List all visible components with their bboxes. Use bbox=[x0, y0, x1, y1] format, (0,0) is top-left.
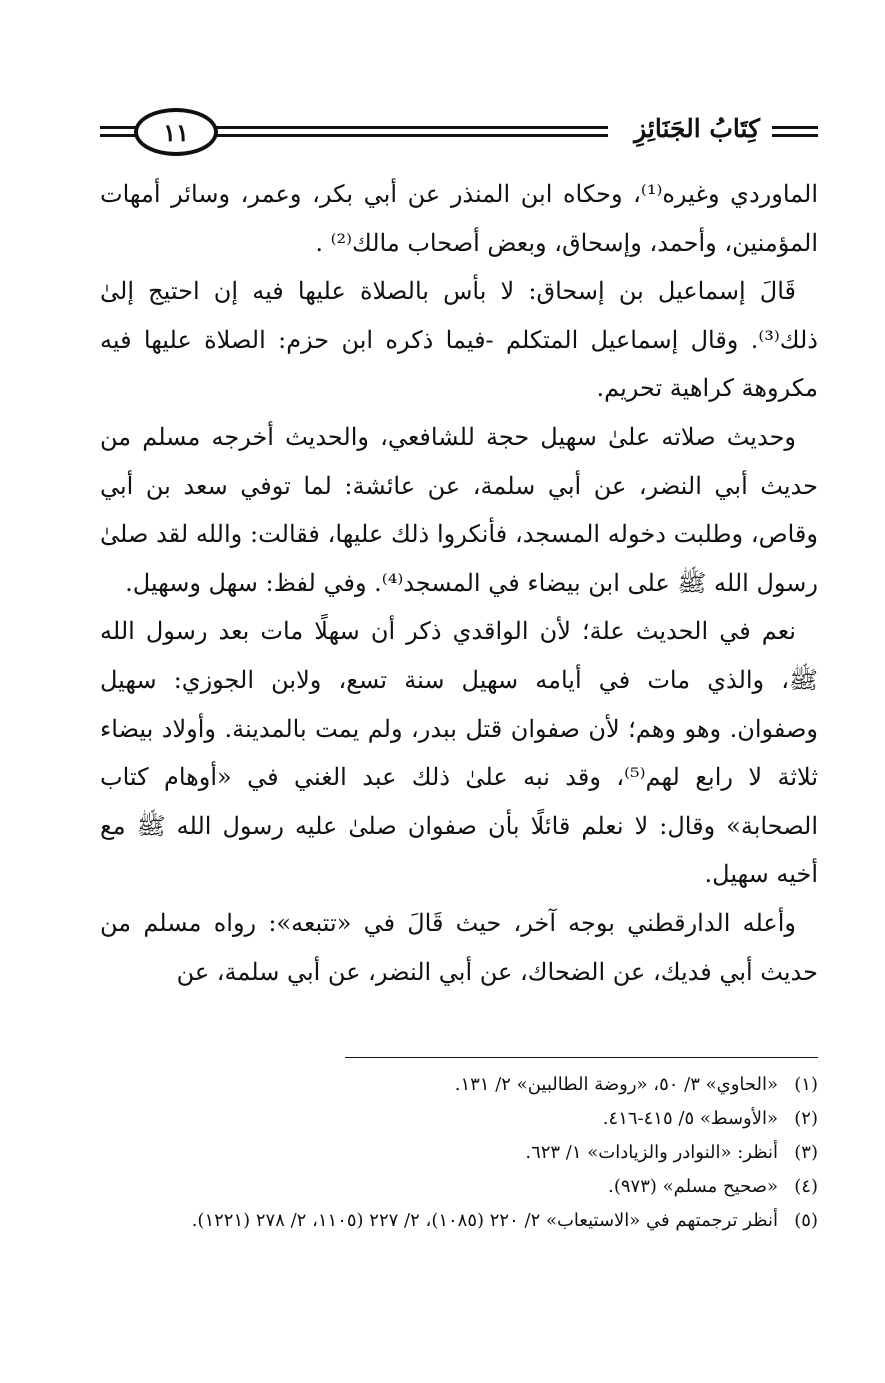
paragraph: الماوردي وغيره⁽¹⁾، وحكاه ابن المنذر عن أبي بكر، وعمر، وسائر أمهات المؤمنين، وأحمد، وإسحاق، وبعض أصحاب مالك⁽²⁾ . bbox=[100, 180, 818, 257]
footnote-number: (٢) bbox=[794, 1108, 818, 1129]
footnote-text: «صحيح مسلم» (٩٧٣). bbox=[608, 1176, 778, 1197]
footnote bbox=[100, 1170, 818, 1204]
paragraph: نعم في الحديث علة؛ لأن الواقدي ذكر أن سهلًا مات بعد رسول الله ﷺ، والذي مات في أيامه سهيل سنة تسع، ولابن الجوزي: سهيل وصفوان. وهو وهم؛ لأن صفوان قتل ببدر، ولم يمت بالمدينة. وأولاد بيضاء ثلاثة لا رابع لهم⁽⁵⁾، وقد نبه علىٰ ذلك عبد الغني في «أوهام كتاب الصحابة» وقال: لا نعلم قائلًا بأن صفوان صلىٰ عليه رسول الله ﷺ مع أخيه سهيل. bbox=[100, 617, 818, 889]
book-title: كِتَابُ الجَنَائِزِ bbox=[634, 114, 760, 143]
footnote-text: «الحاوي» ٣/ ٥٠، «روضة الطالبين» ٢/ ١٣١. bbox=[454, 1074, 778, 1095]
footnote-text: «الأوسط» ٥/ ٤١٥-٤١٦. bbox=[602, 1108, 778, 1129]
page-number: ١١ bbox=[163, 117, 189, 147]
footnote bbox=[100, 1068, 818, 1102]
page-number-oval bbox=[134, 108, 218, 156]
header-ornament-right bbox=[772, 126, 818, 137]
footnote bbox=[100, 1102, 818, 1136]
footnote bbox=[100, 1204, 818, 1238]
footnote-number: (٣) bbox=[794, 1142, 818, 1163]
paragraph: وأعله الدارقطني بوجه آخر، حيث قَالَ في «تتبعه»: رواه مسلم من حديث أبي فديك، عن الضحاك، عن أبي النضر، عن أبي سلمة، عن bbox=[100, 908, 818, 986]
footnotes bbox=[100, 1068, 818, 1238]
footnote-text: أنظر: «النوادر والزيادات» ١/ ٦٢٣. bbox=[525, 1142, 778, 1163]
footnote-separator bbox=[345, 1057, 818, 1058]
footnote-number: (٤) bbox=[794, 1176, 818, 1197]
page-header bbox=[100, 108, 818, 158]
paragraph: وحديث صلاته علىٰ سهيل حجة للشافعي، والحديث أخرجه مسلم من حديث أبي النضر، عن أبي سلمة، عن عائشة: لما توفي سعد بن أبي وقاص، وطلبت دخوله المسجد، فأنكروا ذلك عليها، فقالت: والله لقد صلىٰ رسول الله ﷺ على ابن بيضاء في المسجد⁽⁴⁾. وفي لفظ: سهل وسهيل. bbox=[100, 422, 818, 597]
paragraph: قَالَ إسماعيل بن إسحاق: لا بأس بالصلاة عليها فيه إن احتيج إلىٰ ذلك⁽³⁾. وقال إسماعيل المتكلم -فيما ذكره ابن حزم: الصلاة عليها فيه مكروهة كراهية تحريم. bbox=[100, 277, 818, 403]
footnote bbox=[100, 1136, 818, 1170]
footnote-text: أنظر ترجمتهم في «الاستيعاب» ٢/ ٢٢٠ (١٠٨٥)، ٢/ ٢٢٧ (١١٠٥، ٢/ ٢٧٨ (١٢٢١). bbox=[191, 1210, 778, 1231]
footnote-number: (١) bbox=[794, 1074, 818, 1095]
footnote-number: (٥) bbox=[794, 1210, 818, 1231]
main-text bbox=[100, 170, 818, 996]
